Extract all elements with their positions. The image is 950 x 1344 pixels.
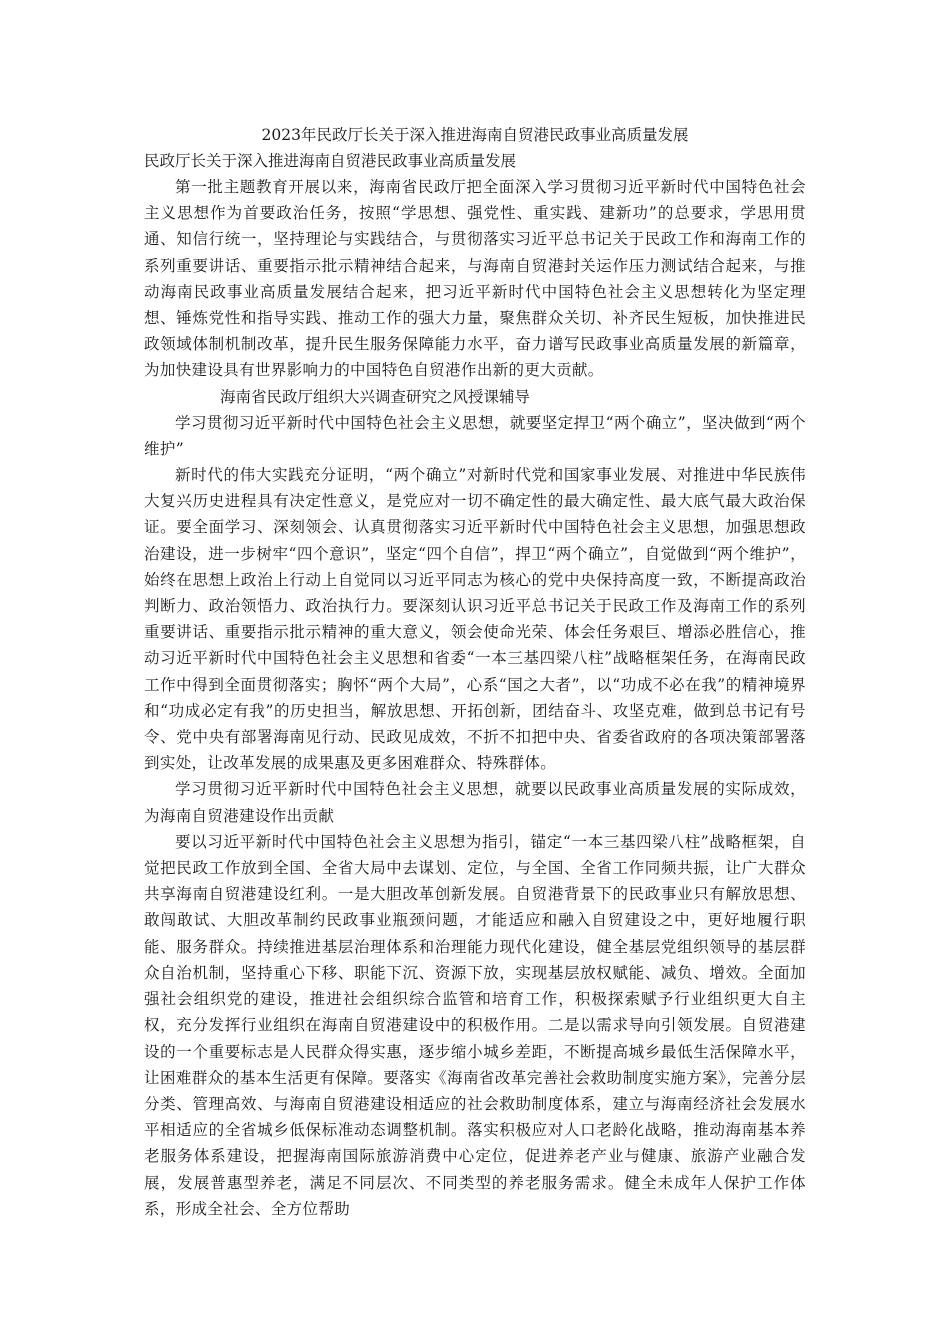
point2-heading: 学习贯彻习近平新时代中国特色社会主义思想，就要以民政事业高质量发展的实际成效，为海南自贸港建设作出贡献 xyxy=(144,780,806,825)
document-title: 2023年民政厅长关于深入推进海南自贸港民政事业高质量发展 xyxy=(261,126,689,144)
document-subtitle: 民政厅长关于深入推进海南自贸港民政事业高质量发展 xyxy=(144,152,517,170)
point1-body: 新时代的伟大实践充分证明，“两个确立”对新时代党和国家事业发展、对推进中华民族伟大复兴历史进程具有决定性意义，是党应对一切不确定性的最大确定性、最大底气最大政治保证。要全面学习、深刻领会、认真贯彻落实习近平新时代中国特色社会主义思想，加强思想政治建设，进一步树牢“四个意识”，坚定“四个自信”，捍卫“两个确立”，自觉做到“两个维护”，始终在思想上政治上行动上自觉同以习近平同志为核心的党中央保持高度一致，不断提高政治判断力、政治领悟力、政治执行力。要深刻认识习近平总书记关于民政工作及海南工作的系列重要讲话、重要指示批示精神的重大意义，领会使命光荣、体会任务艰巨、增添必胜信心，推动习近平新时代中国特色社会主义思想和省委“一本三基四梁八柱”战略框架任务，在海南民政工作中得到全面贯彻落实；胸怀“两个大局”，心系“国之大者”，以“功成不必在我”的精神境界和“功成必定有我”的历史担当，解放思想、开拓创新，团结奋斗、攻坚克难，做到总书记有号令、党中央有部署海南见行动、民政见成效，不折不扣把中央、省委省政府的各项决策部署落到实处，让改革发展的成果惠及更多困难群众、特殊群体。 xyxy=(144,466,806,773)
point1-heading: 学习贯彻习近平新时代中国特色社会主义思想，就要坚定捍卫“两个确立”，坚决做到“两个维护” xyxy=(144,413,806,458)
intro-paragraph: 第一批主题教育开展以来，海南省民政厅把全面深入学习贯彻习近平新时代中国特色社会主义思想作为首要政治任务，按照“学思想、强党性、重实践、建新功”的总要求，学思用贯通、知信行统一，坚持理论与实践结合，与贯彻落实习近平总书记关于民政工作和海南工作的系列重要讲话、重要指示批示精神结合起来，与海南自贸港封关运作压力测试结合起来，与推动海南民政事业高质量发展结合起来，把习近平新时代中国特色社会主义思想转化为坚定理想、锤炼党性和指导实践、推动工作的强大力量，聚焦群众关切、补齐民生短板，加快推进民政领域体制机制改革，提升民生服务保障能力水平，奋力谱写民政事业高质量发展的新篇章，为加快建设具有世界影响力的中国特色自贸港作出新的更大贡献。 xyxy=(144,178,806,380)
point2-body: 要以习近平新时代中国特色社会主义思想为指引，锚定“一本三基四梁八柱”战略框架，自觉把民政工作放到全国、全省大局中去谋划、定位，与全国、全省工作同频共振，让广大群众共享海南自贸港建设红利。一是大胆改革创新发展。自贸港背景下的民政事业只有解放思想、敢闯敢试、大胆改革制约民政事业瓶颈问题，才能适应和融入自贸建设之中，更好地履行职能、服务群众。持续推进基层治理体系和治理能力现代化建设，健全基层党组织领导的基层群众自治机制，坚持重心下移、职能下沉、资源下放，实现基层放权赋能、减负、增效。全面加强社会组织党的建设，推进社会组织综合监管和培育工作，积极探索赋予行业组织更大自主权，充分发挥行业组织在海南自贸港建设中的积极作用。二是以需求导向引领发展。自贸港建设的一个重要标志是人民群众得实惠，逐步缩小城乡差距，不断提高城乡最低生活保障水平，让困难群众的基本生活更有保障。要落实《海南省改革完善社会救助制度实施方案》，完善分层分类、管理高效、与海南自贸港建设相适应的社会救助制度体系，建立与海南经济社会发展水平相适应的全省城乡低保标准动态调整机制。落实积极应对人口老龄化战略，推动海南基本养老服务体系建设，把握海南国际旅游消费中心定位，促进养老产业与健康、旅游产业融合发展，发展普惠型养老，满足不同层次、不同类型的养老服务需求。健全未成年人保护工作体系，形成全社会、全方位帮助 xyxy=(144,832,806,1218)
section-heading: 海南省民政厅组织大兴调查研究之风授课辅导 xyxy=(220,387,531,406)
document-page xyxy=(144,122,806,1222)
